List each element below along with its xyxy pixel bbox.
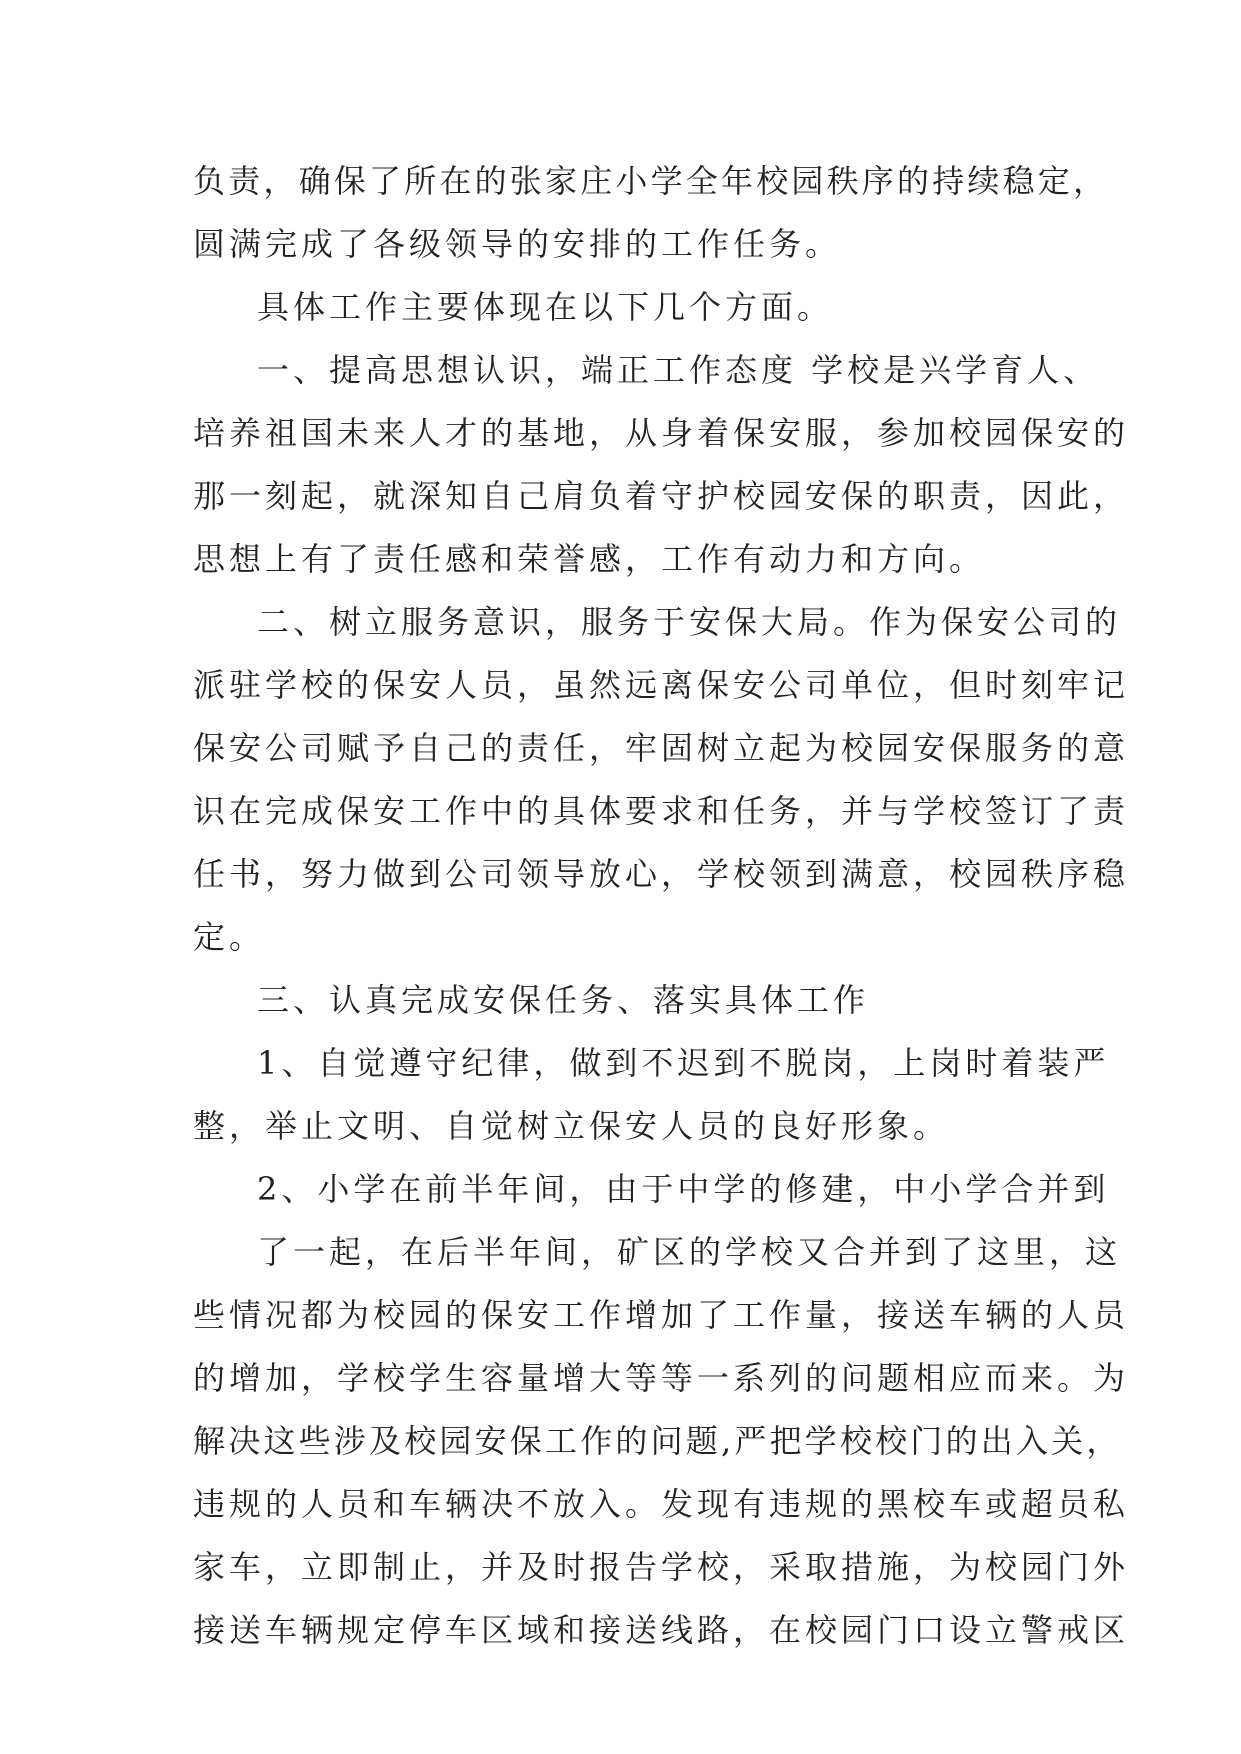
section-heading: 二、树立服务意识，服务于安保大局。作为保安公司的 [257, 603, 1122, 641]
text-line: 的增加，学校学生容量增大等等一系列的问题相应而来。为 [193, 1359, 1130, 1397]
text-line: 保安公司赋予自己的责任，牢固树立起为校园安保服务的意 [193, 729, 1130, 767]
text-line: 解决这些涉及校园安保工作的问题,严把学校校门的出入关， [193, 1422, 1122, 1460]
text-line: 派驻学校的保安人员，虽然远离保安公司单位，但时刻牢记 [193, 666, 1130, 704]
text-line: 定。 [193, 918, 266, 956]
text-line: 那一刻起，就深知自己肩负着守护校园安保的职责，因此， [193, 477, 1130, 515]
text-line: 负责，确保了所在的张家庄小学全年校园秩序的持续稳定， [193, 162, 1109, 200]
text-line: 具体工作主要体现在以下几个方面。 [257, 288, 834, 326]
text-line: 任书，努力做到公司领导放心，学校领到满意，校园秩序稳 [193, 855, 1130, 893]
text-line: 圆满完成了各级领导的安排的工作任务。 [193, 225, 842, 263]
text-line: 些情况都为校园的保安工作增加了工作量，接送车辆的人员 [193, 1296, 1130, 1334]
text-line: 家车，立即制止，并及时报告学校，采取措施，为校园门外 [193, 1548, 1130, 1586]
text-line: 培养祖国未来人才的基地，从身着保安服，参加校园保安的 [193, 414, 1130, 452]
text-line: 思想上有了责任感和荣誉感，工作有动力和方向。 [193, 540, 986, 578]
section-heading: 一、提高思想认识，端正工作态度 学校是兴学育人、 [257, 351, 1100, 389]
list-item: 2、小学在前半年间，由于中学的修建，中小学合并到 [257, 1170, 1110, 1208]
text-line: 违规的人员和车辆决不放入。发现有违规的黑校车或超员私 [193, 1485, 1130, 1523]
body-text [193, 150, 1130, 1662]
text-line: 了一起，在后半年间，矿区的学校又合并到了这里，这 [257, 1233, 1122, 1271]
text-line: 识在完成保安工作中的具体要求和任务，并与学校签订了责 [193, 792, 1130, 830]
text-line: 整，举止文明、自觉树立保安人员的良好形象。 [193, 1107, 950, 1145]
text-line: 接送车辆规定停车区域和接送线路，在校园门口设立警戒区 [193, 1611, 1130, 1649]
section-heading: 三、认真完成安保任务、落实具体工作 [257, 981, 870, 1019]
list-item: 1、自觉遵守纪律，做到不迟到不脱岗，上岗时着装严 [257, 1044, 1110, 1082]
